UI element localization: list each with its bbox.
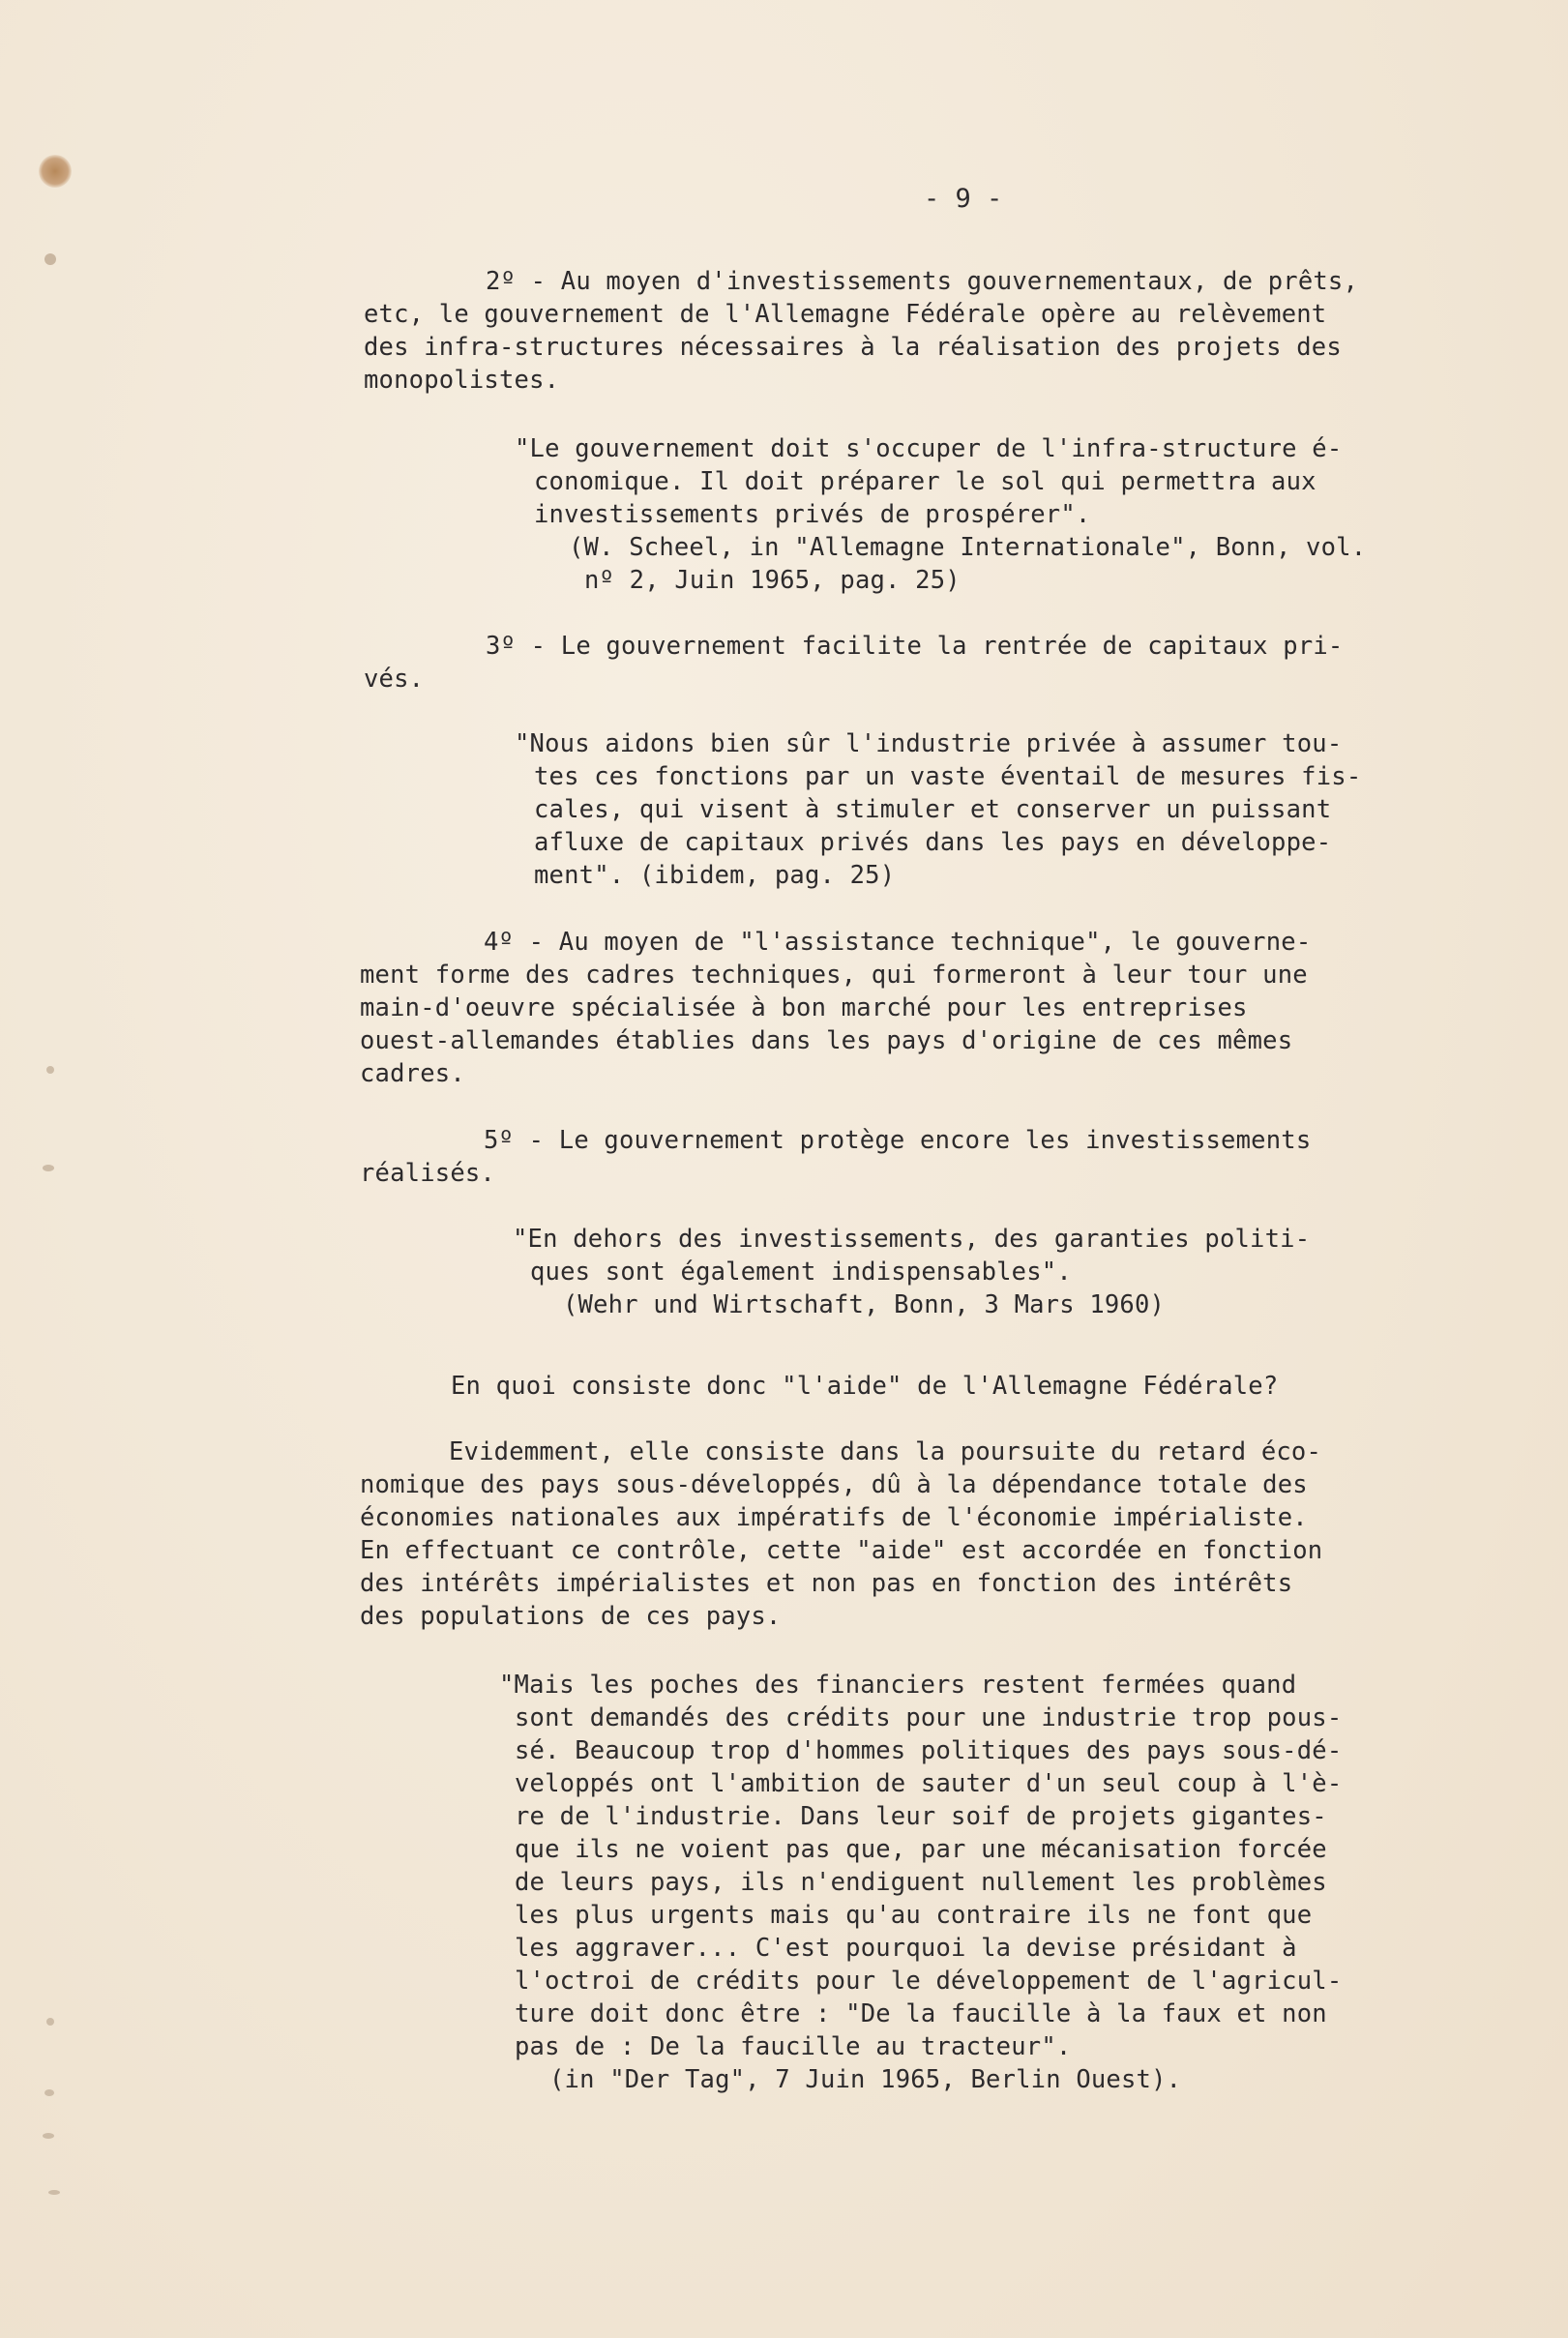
text-line: vés. <box>364 665 425 694</box>
quote-line: pas de : De la faucille au tracteur". <box>515 2032 1072 2061</box>
quote-line: "Le gouvernement doit s'occuper de l'infra-structure é- <box>515 434 1343 463</box>
binding-mark <box>48 2190 60 2195</box>
quote-line: "Nous aidons bien sûr l'industrie privée à assumer tou- <box>515 729 1343 758</box>
quote-line: re de l'industrie. Dans leur soif de projets gigantes- <box>515 1802 1327 1831</box>
citation-line: (in "Der Tag", 7 Juin 1965, Berlin Ouest). <box>549 2065 1182 2094</box>
text-line: nomique des pays sous-développés, dû à la dépendance totale des <box>360 1470 1308 1499</box>
text-line: 3º - Le gouvernement facilite la rentrée de capitaux pri- <box>486 632 1344 661</box>
quote-line: l'octroi de crédits pour le développement de l'agricul- <box>515 1967 1343 1996</box>
text-line: ment forme des cadres techniques, qui formeront à leur tour une <box>360 961 1308 990</box>
quote-line: "En dehors des investissements, des garanties politi- <box>513 1225 1311 1254</box>
quote-line: sé. Beaucoup trop d'hommes politiques des pays sous-dé- <box>515 1736 1343 1765</box>
quote-line: de leurs pays, ils n'endiguent nullement les problèmes <box>515 1868 1327 1897</box>
quote-line: sont demandés des crédits pour une industrie trop pous- <box>515 1703 1343 1732</box>
text-line: des intérêts impérialistes et non pas en fonction des intérêts <box>360 1569 1293 1598</box>
citation-line: (Wehr und Wirtschaft, Bonn, 3 Mars 1960) <box>563 1290 1166 1319</box>
quote-line: afluxe de capitaux privés dans les pays en développe- <box>534 828 1332 857</box>
quote-line: ment". (ibidem, pag. 25) <box>534 861 896 890</box>
quote-line: les plus urgents mais qu'au contraire ils ne font que <box>515 1901 1313 1930</box>
binding-mark <box>46 2018 54 2026</box>
binding-mark <box>44 253 56 265</box>
text-line: réalisés. <box>360 1159 495 1188</box>
text-line: En effectuant ce contrôle, cette "aide" est accordée en fonction <box>360 1536 1323 1565</box>
text-line: des infra-structures nécessaires à la réalisation des projets des <box>364 333 1342 362</box>
binding-mark <box>43 2133 54 2139</box>
quote-line: conomique. Il doit préparer le sol qui permettra aux <box>534 467 1317 496</box>
text-line: des populations de ces pays. <box>360 1602 782 1631</box>
text-line: 2º - Au moyen d'investissements gouvernementaux, de prêts, <box>486 267 1359 296</box>
text-line: 4º - Au moyen de "l'assistance technique", le gouverne- <box>484 928 1312 957</box>
text-line: économies nationales aux impératifs de l'économie impérialiste. <box>360 1503 1308 1532</box>
page-number: - 9 - <box>924 184 1003 214</box>
quote-line: cales, qui visent à stimuler et conserver un puissant <box>534 795 1332 824</box>
text-line: etc, le gouvernement de l'Allemagne Fédérale opère au relèvement <box>364 300 1327 329</box>
quote-line: que ils ne voient pas que, par une mécanisation forcée <box>515 1835 1327 1864</box>
quote-line: veloppés ont l'ambition de sauter d'un seul coup à l'è- <box>515 1769 1343 1798</box>
text-line: ouest-allemandes établies dans les pays d'origine de ces mêmes <box>360 1026 1293 1055</box>
quote-line: ture doit donc être : "De la faucille à la faux et non <box>515 1999 1327 2028</box>
text-line: Evidemment, elle consiste dans la poursuite du retard éco- <box>449 1437 1322 1466</box>
citation-line: nº 2, Juin 1965, pag. 25) <box>584 566 961 595</box>
binding-mark <box>46 1066 54 1074</box>
citation-line: (W. Scheel, in "Allemagne Internationale", Bonn, vol. <box>569 533 1367 562</box>
binding-mark <box>43 1165 54 1171</box>
text-line: cadres. <box>360 1059 465 1088</box>
binding-mark <box>44 2089 54 2096</box>
text-line: main-d'oeuvre spécialisée à bon marché pour les entreprises <box>360 993 1248 1022</box>
quote-line: "Mais les poches des financiers restent fermées quand <box>499 1671 1297 1700</box>
quote-line: investissements privés de prospérer". <box>534 500 1091 529</box>
text-line: En quoi consiste donc "l'aide" de l'Allemagne Fédérale? <box>451 1372 1279 1401</box>
punch-hole-mark <box>39 155 72 188</box>
quote-line: tes ces fonctions par un vaste éventail de mesures fis- <box>534 762 1362 791</box>
quote-line: les aggraver... C'est pourquoi la devise présidant à <box>515 1934 1297 1963</box>
text-line: 5º - Le gouvernement protège encore les investissements <box>484 1126 1312 1155</box>
quote-line: ques sont également indispensables". <box>530 1258 1072 1287</box>
text-line: monopolistes. <box>364 366 560 395</box>
